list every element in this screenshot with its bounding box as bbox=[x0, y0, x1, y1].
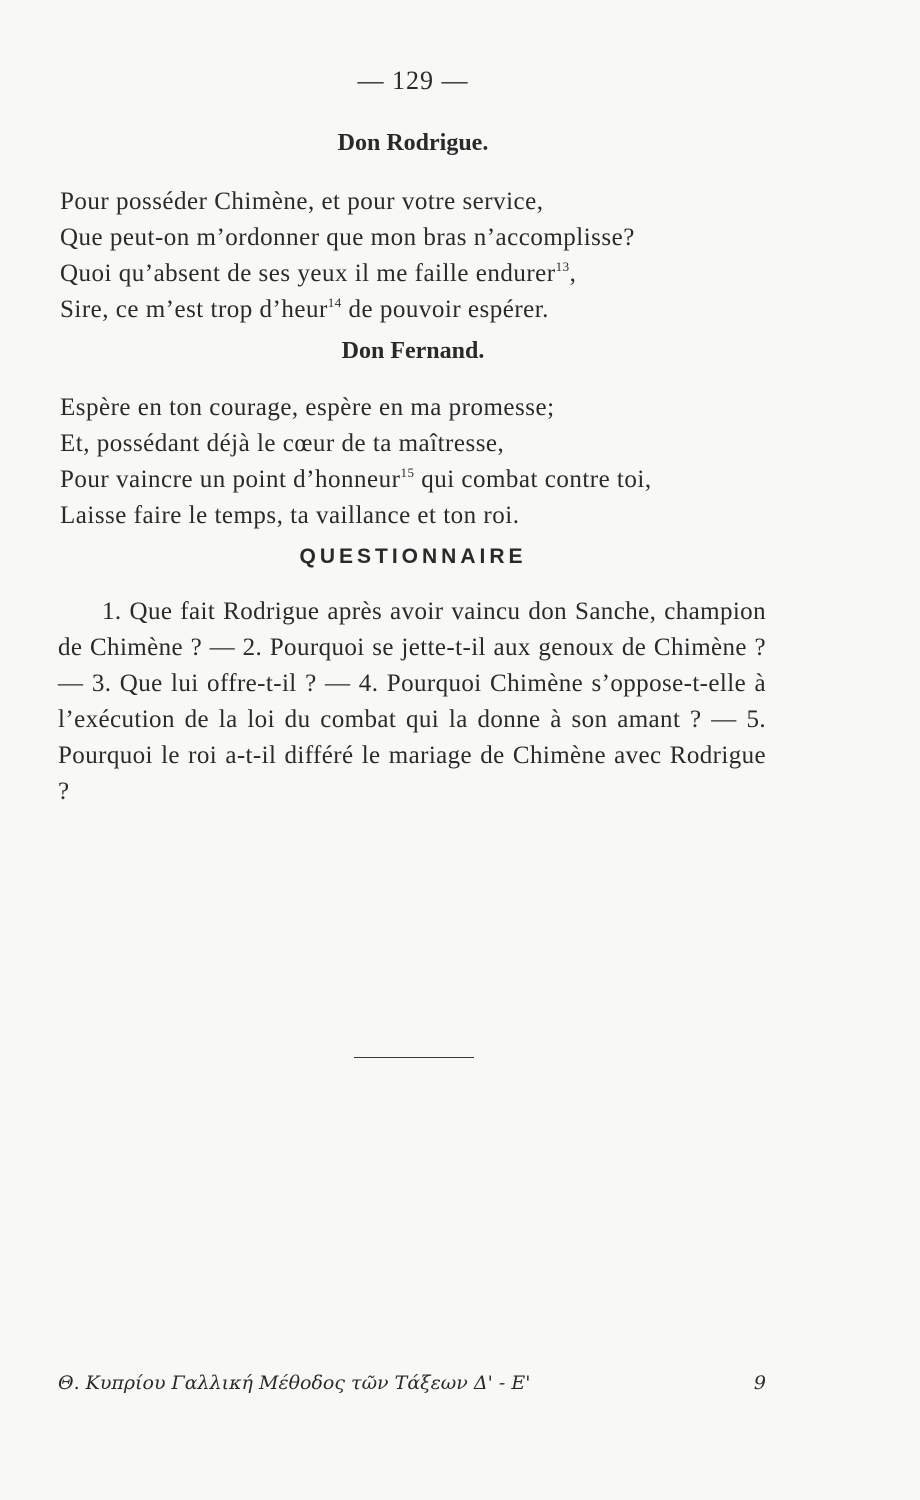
footnote-ref: 14 bbox=[327, 295, 342, 310]
verse-block-rodrigue bbox=[60, 184, 635, 328]
verse-text: Pour vaincre un point d’honneur bbox=[60, 466, 401, 493]
verse-text: qui combat contre toi, bbox=[421, 466, 652, 493]
verse-text: de pouvoir espérer. bbox=[348, 296, 549, 323]
questionnaire-text: 1. Que fait Rodrigue après avoir vaincu don Sanche, champion de Chimène ? — 2. Pourquoi se jette-t-il aux genoux de Chimène ? — 3. Que lui offre-t-il ? — 4. Pourquoi Chimène s’oppose-t-elle à l’exécution de la loi du combat qui la donne à son amant ? — 5. Pourquoi le roi a-t-il différé le mariage de Chimène avec Rodrigue ? bbox=[58, 598, 766, 805]
speaker-heading-fernand: Don Fernand. bbox=[341, 338, 485, 364]
verse-text: Sire, ce m’est trop d’heur bbox=[60, 296, 328, 323]
verse-line: Espère en ton courage, espère en ma promesse; bbox=[60, 394, 555, 421]
verse-line bbox=[60, 292, 635, 328]
speaker-heading-rodrigue: Don Rodrigue. bbox=[337, 130, 489, 156]
footnote-ref: 15 bbox=[400, 465, 415, 480]
footnote-ref: 13 bbox=[555, 259, 570, 274]
page-number: — 129 — bbox=[357, 66, 469, 95]
verse-line: Et, possédant déjà le cœur de ta maîtresse, bbox=[60, 430, 505, 457]
separator-rule bbox=[354, 1057, 474, 1058]
verse-line: Laisse faire le temps, ta vaillance et ton roi. bbox=[60, 502, 520, 529]
verse-line bbox=[60, 462, 652, 498]
verse-block-fernand bbox=[60, 390, 652, 534]
verse-punct: , bbox=[569, 260, 577, 287]
footer-signature-number: 9 bbox=[753, 1372, 766, 1394]
footer-book-title: Θ. Κυπρίου Γαλλική Μέθοδος τῶν Τάξεων Δ' - Ε' bbox=[58, 1372, 531, 1394]
verse-line: Pour posséder Chimène, et pour votre service, bbox=[60, 188, 544, 215]
questionnaire-title: QUESTIONNAIRE bbox=[299, 545, 527, 568]
verse-line: Que peut-on m’ordonner que mon bras n’accomplisse? bbox=[60, 224, 635, 251]
verse-text: Quoi qu’absent de ses yeux il me faille endurer bbox=[60, 260, 556, 287]
verse-line bbox=[60, 256, 635, 292]
